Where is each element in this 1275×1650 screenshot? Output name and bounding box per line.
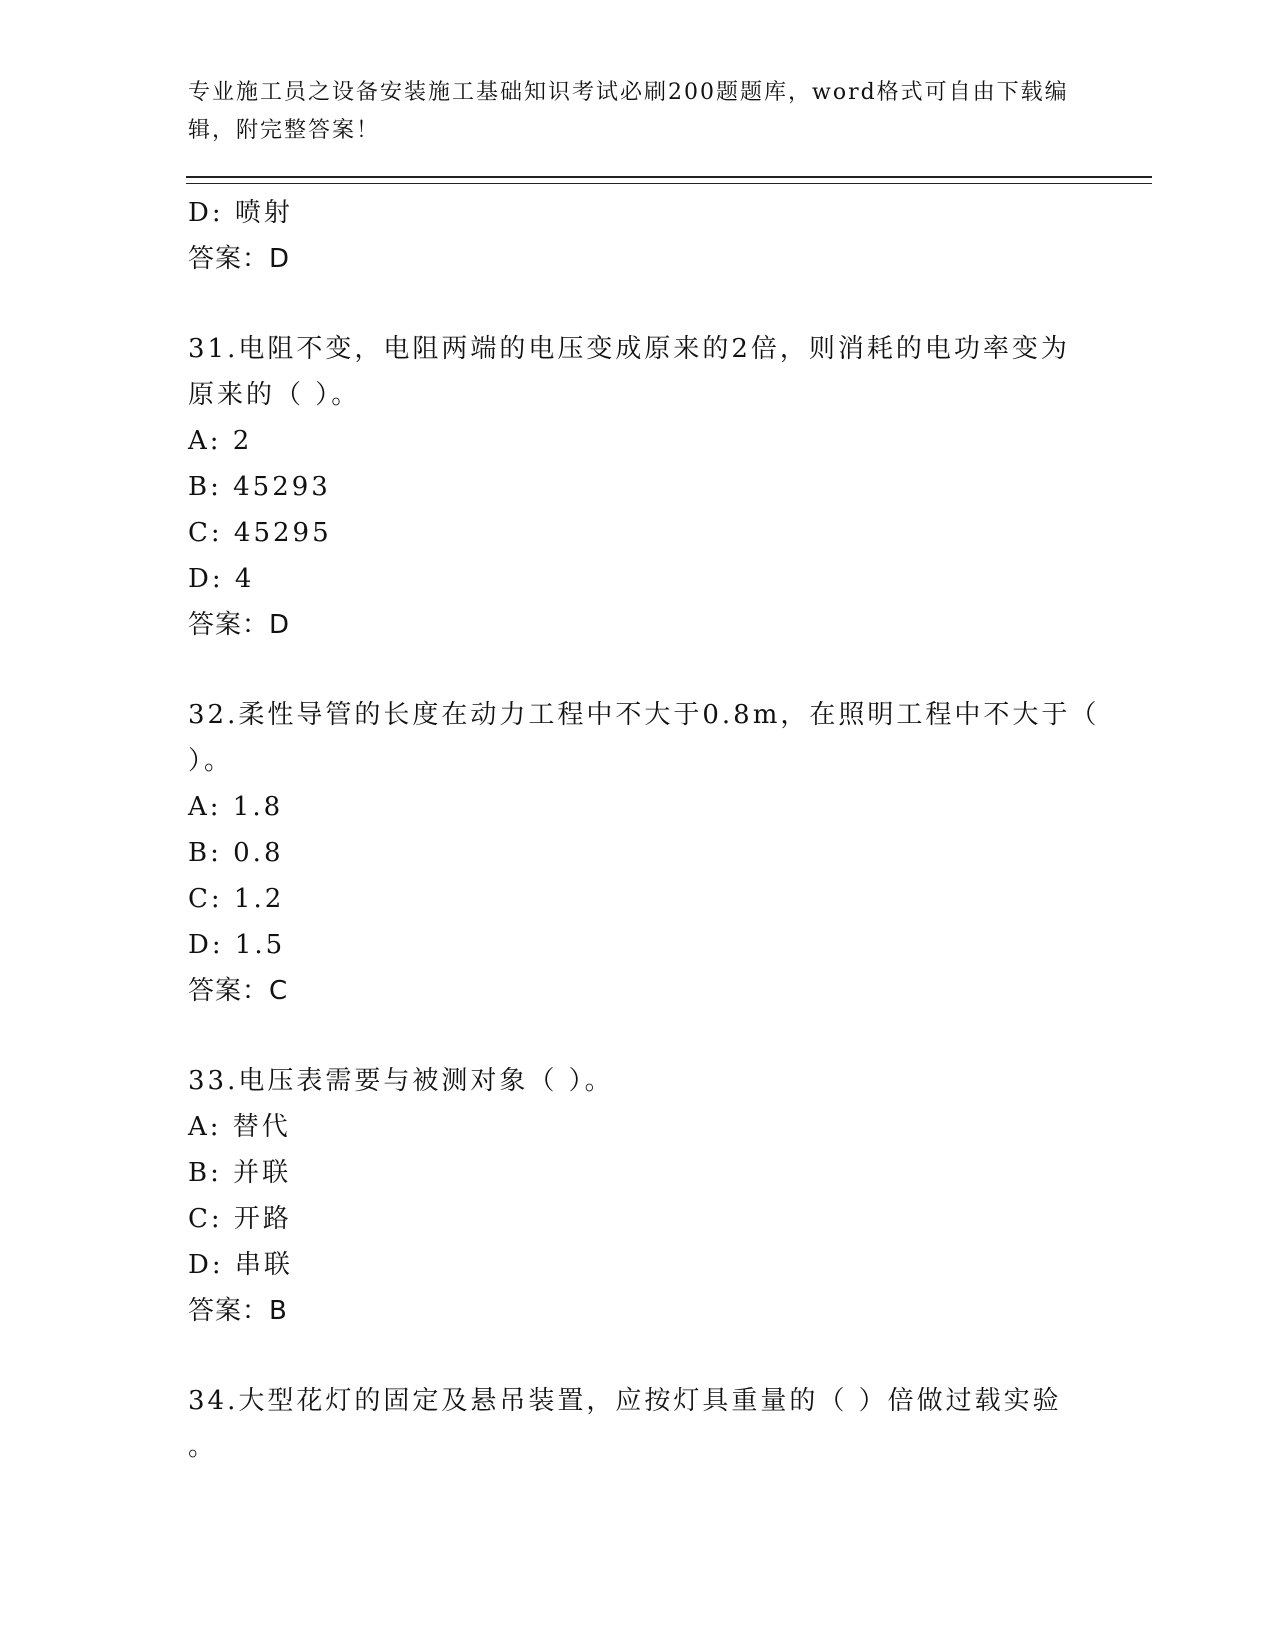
option-c: C: 1.2: [188, 884, 285, 914]
option-d: D: 4: [188, 564, 255, 594]
option-b: B: 并联: [188, 1158, 292, 1188]
option-a: A: 1.8: [188, 792, 284, 822]
option-a: A: 2: [188, 426, 253, 456]
question-text: 31.电阻不变，电阻两端的电压变成原来的2倍，则消耗的电功率变为: [188, 334, 1070, 364]
question-text: 34.大型花灯的固定及悬吊装置，应按灯具重量的（ ）倍做过载实验: [188, 1386, 1062, 1416]
question-32: [188, 692, 1100, 1014]
answer-line: 答案：D: [188, 610, 291, 640]
answer-line: 答案：C: [188, 976, 289, 1006]
question-31: [188, 326, 1088, 648]
question-text-continued: 。: [188, 1432, 218, 1462]
header-text: 专业施工员之设备安装施工基础知识考试必刷200题题库，word格式可自由下载编辑，附完整答案！: [188, 80, 1069, 143]
option-d: D: 喷射: [188, 198, 293, 228]
document-header: [188, 74, 1088, 150]
option-d: D: 1.5: [188, 930, 286, 960]
header-divider: [186, 176, 1152, 184]
question-list: [188, 190, 1100, 1470]
question-text: 32.柔性导管的长度在动力工程中不大于0.8m，在照明工程中不大于（: [188, 700, 1100, 730]
option-c: C: 开路: [188, 1204, 292, 1234]
question-34: [188, 1378, 1088, 1470]
question-text-continued: ）。: [188, 746, 234, 776]
answer-line: 答案：B: [188, 1296, 288, 1326]
option-a: A: 替代: [188, 1112, 291, 1142]
answer-line: 答案：D: [188, 244, 291, 274]
question-text-continued: 原来的（ ）。: [188, 380, 361, 410]
question-text: 33.电压表需要与被测对象（ ）。: [188, 1066, 614, 1096]
option-b: B: 0.8: [188, 838, 284, 868]
option-c: C: 45295: [188, 518, 332, 548]
option-b: B: 45293: [188, 472, 331, 502]
question-33: [188, 1058, 1088, 1334]
option-d: D: 串联: [188, 1250, 293, 1280]
